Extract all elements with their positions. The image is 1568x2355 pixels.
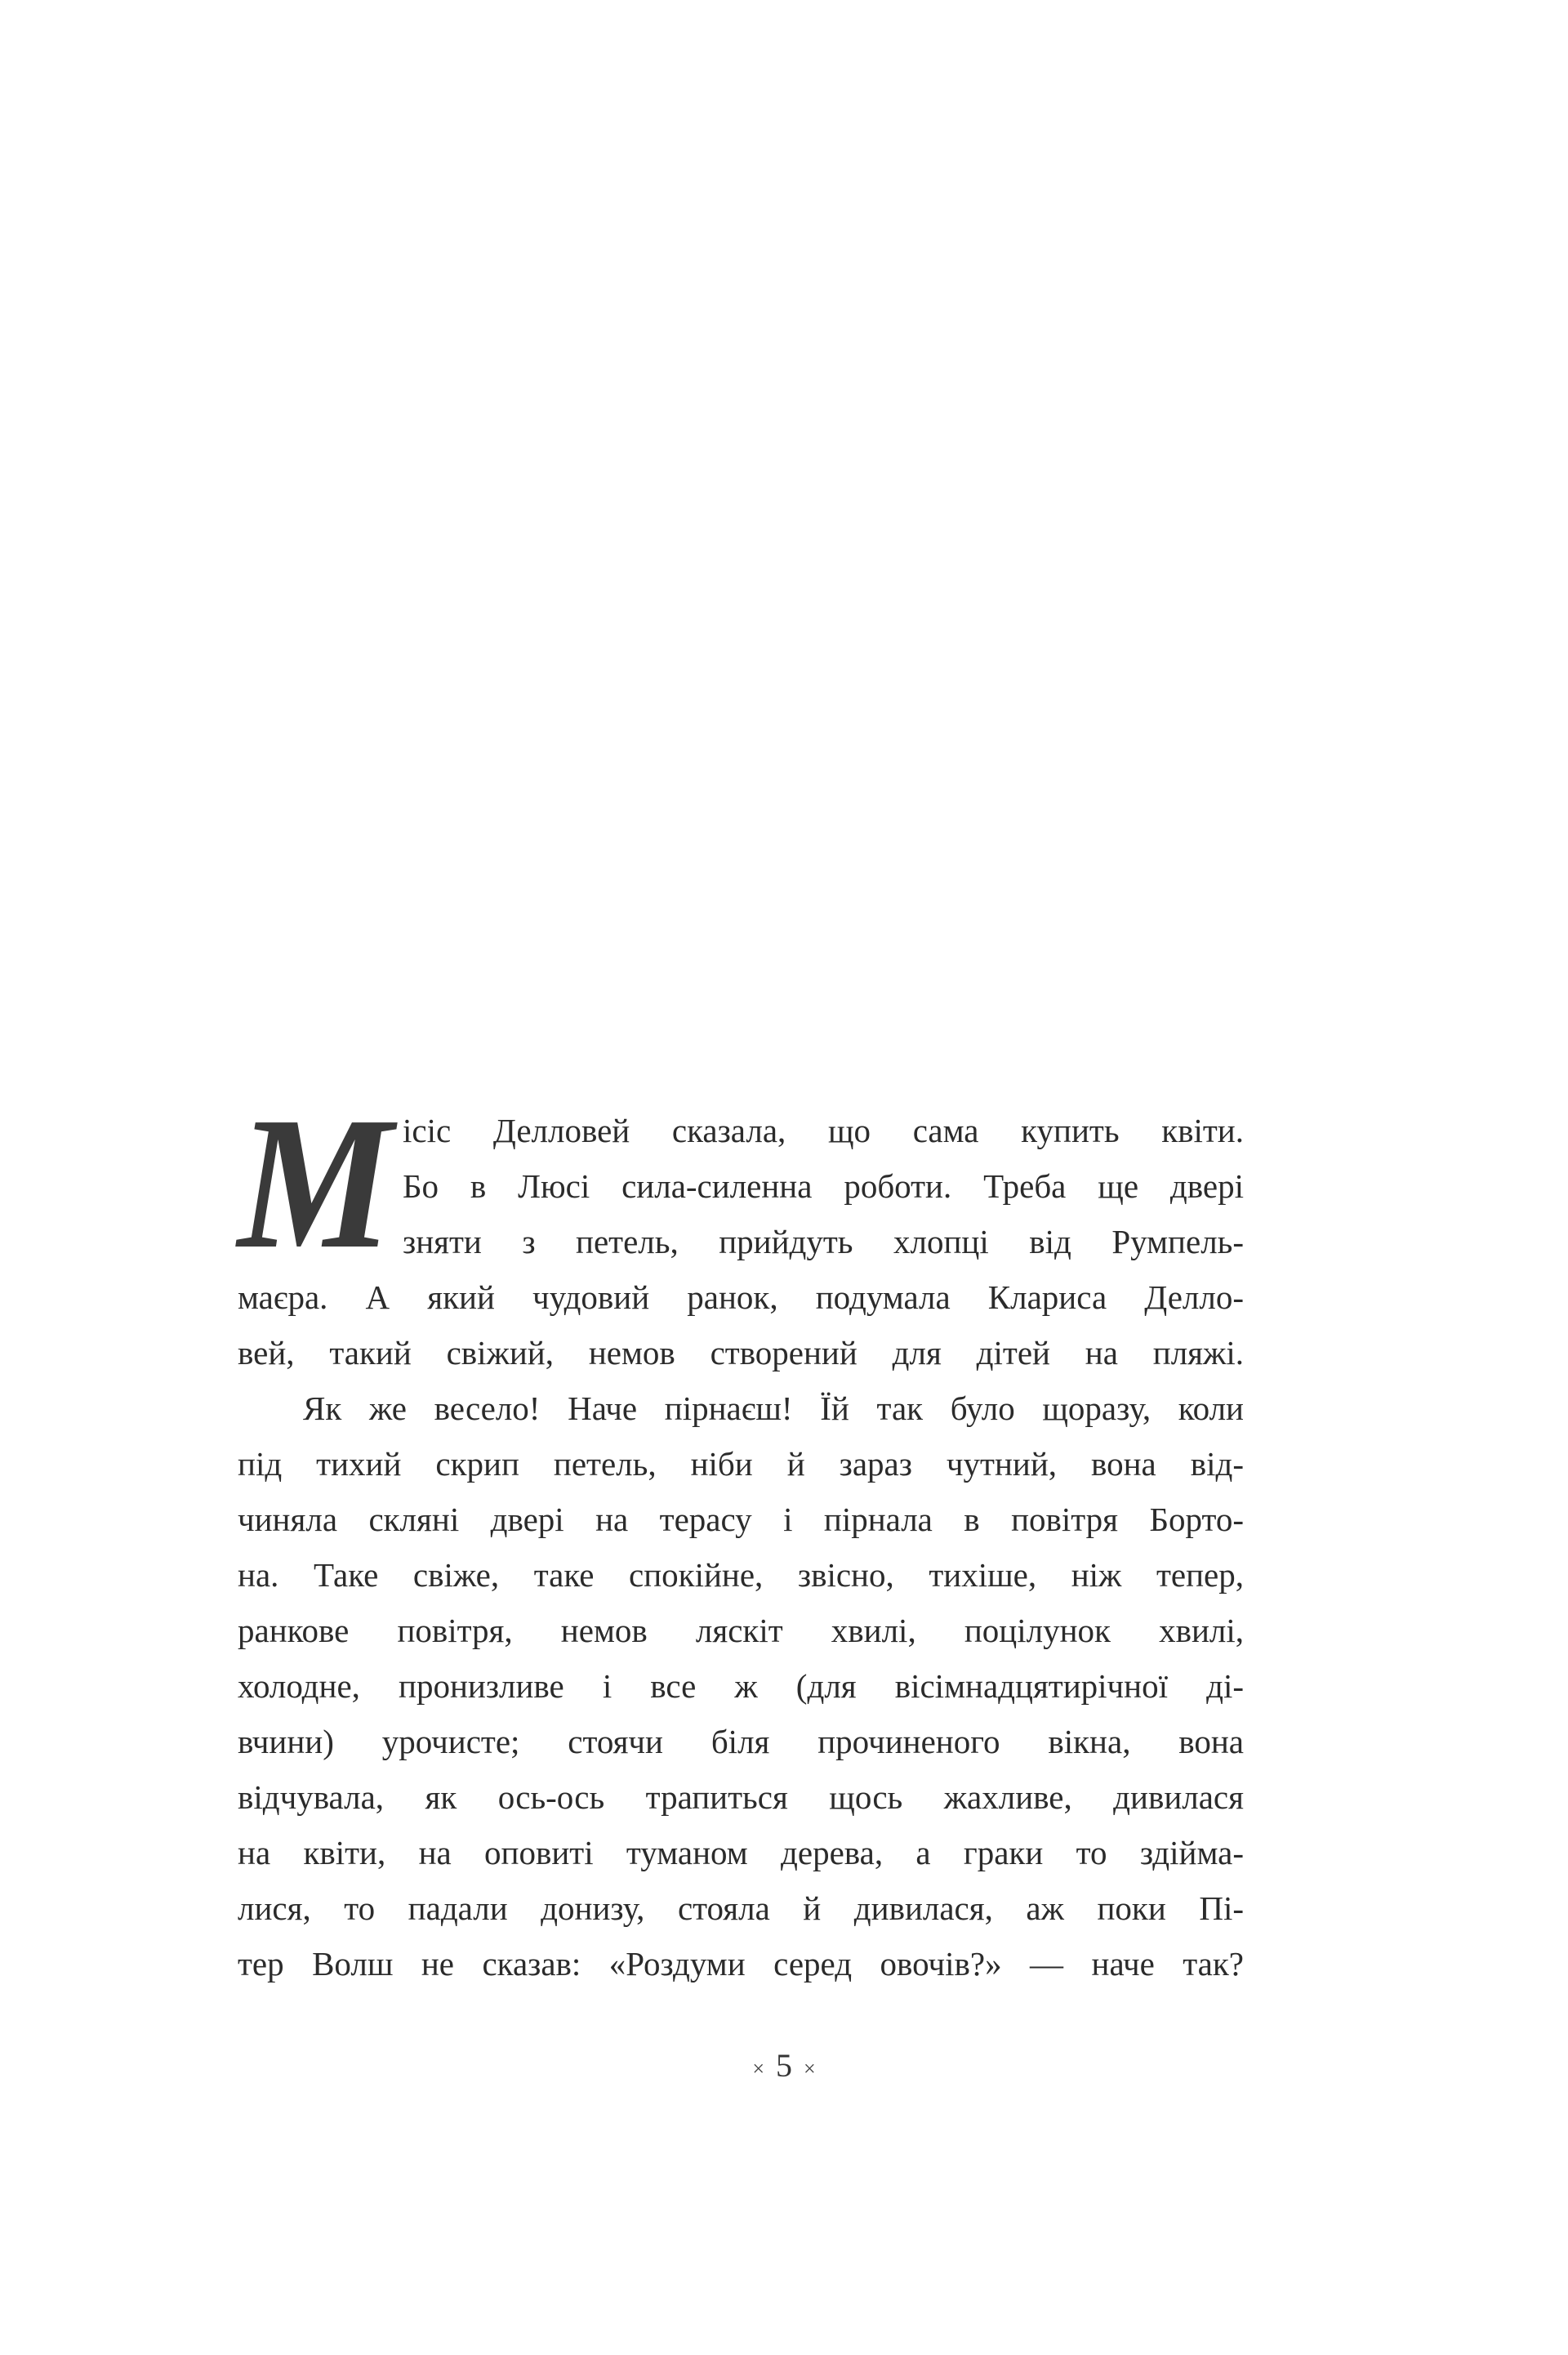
text-line: ісіс Делловей сказала, що сама купить квіти. bbox=[403, 1112, 1244, 1149]
text-line: вчини) урочисте; стоячи біля прочиненого вікна, вона bbox=[238, 1723, 1244, 1760]
text-line: на квіти, на оповиті туманом дерева, а граки то здійма- bbox=[238, 1834, 1244, 1871]
text-line: на. Таке свіже, таке спокійне, звісно, тихіше, ніж тепер, bbox=[238, 1556, 1244, 1594]
text-line: зняти з петель, прийдуть хлопці від Румпель- bbox=[403, 1223, 1244, 1260]
text-line: вей, такий свіжий, немов створений для дітей на пляжі. bbox=[238, 1334, 1244, 1372]
page-number-footer bbox=[0, 2046, 1568, 2085]
text-line: чиняла скляні двері на терасу і пірнала в повітря Борто- bbox=[238, 1501, 1244, 1538]
drop-cap: М bbox=[238, 1078, 393, 1288]
text-line: Бо в Люсі сила-силенна роботи. Треба ще двері bbox=[403, 1167, 1244, 1205]
body-text bbox=[238, 1078, 1244, 1991]
ornament-icon: × bbox=[752, 2056, 764, 2081]
text-line: відчувала, як ось-ось трапиться щось жахливе, дивилася bbox=[238, 1778, 1244, 1816]
text-line: під тихий скрип петель, ніби й зараз чутний, вона від- bbox=[238, 1445, 1244, 1483]
page-number: 5 bbox=[776, 2047, 792, 2084]
text-line: маєра. А який чудовий ранок, подумала Клариса Делло- bbox=[238, 1278, 1244, 1316]
text-line: Як же весело! Наче пірнаєш! Їй так було щоразу, коли bbox=[303, 1389, 1244, 1427]
text-line: лися, то падали донизу, стояла й дивилася, аж поки Пі- bbox=[238, 1889, 1244, 1927]
text-line: ранкове повітря, немов ляскіт хвилі, поцілунок хвилі, bbox=[238, 1612, 1244, 1649]
text-line: холодне, пронизливе і все ж (для вісімнадцятирічної ді- bbox=[238, 1667, 1244, 1705]
ornament-icon: × bbox=[804, 2056, 816, 2081]
text-line: тер Волш не сказав: «Роздуми серед овочів?» — наче так? bbox=[238, 1945, 1244, 1983]
